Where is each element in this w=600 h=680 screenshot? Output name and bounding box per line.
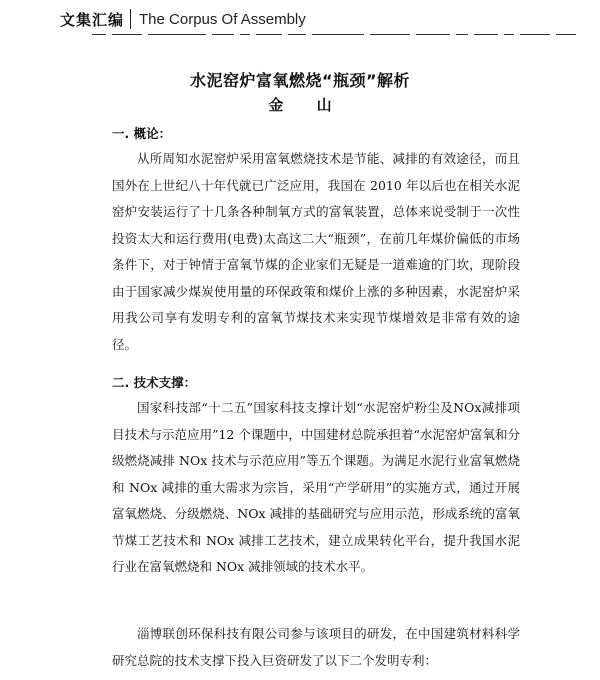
section-heading-tech-support: 二. 技术支撑： <box>112 375 197 390</box>
header-rule <box>92 34 582 36</box>
overview-paragraph: 从所周知水泥窑炉采用富氧燃烧技术是节能、减排的有效途径，而且国外在上世纪八十年代就已广泛应用，我国在 2010 年以后也在相关水泥窑炉安装运行了十几条各种制氧方式的富氧装置，总体来说受制于一次性投资太大和运行费用(电费)太高这二大“瓶颈”，在前几年煤价偏低的市场条件下，对于钟情于富氧节煤的企业家们无疑是一道难逾的门坎，现阶段由于国家减少煤炭使用量的环保政策和煤价上涨的多种因素，水泥窑炉采用我公司享有发明专利的富氧节煤技术来实现节煤增效是非常有效的途径。 <box>112 151 520 352</box>
page-header <box>60 8 560 30</box>
article-author: 金 山 <box>268 96 346 114</box>
tech-support-paragraph-1: 国家科技部“十二五”国家科技支撑计划“水泥窑炉粉尘及NOx减排项目技术与示范应用”12 个课题中，中国建材总院承担着“水泥窑炉富氧和分级燃烧减排 NOx 技术与示范应用”等五个课题。为满足水泥行业富氧燃烧和 NOx 减排的重大需求为宗旨，采用“产学研用”的实施方式，通过开展富氧燃烧、分级燃烧、NOx 减排的基础研究与应用示范，形成系统的富氧节煤工艺技术和 NOx 减排工艺技术，建立成果转化平台，提升我国水泥行业在富氧燃烧和 NOx 减排领域的技术水平。 <box>112 400 520 574</box>
collection-title-cn: 文集汇编 <box>60 10 125 29</box>
article-title: 水泥窑炉富氧燃烧“瓶颈”解析 <box>189 71 411 90</box>
section-heading-overview: 一. 概论： <box>112 126 172 141</box>
tech-support-paragraph-2: 淄博联创环保科技有限公司参与该项目的研发，在中国建筑材料科学研究总院的技术支撑下投入巨资研发了以下二个发明专利： <box>112 626 520 668</box>
collection-title-en: The Corpus Of Assembly <box>139 10 306 28</box>
header-separator <box>130 9 131 29</box>
